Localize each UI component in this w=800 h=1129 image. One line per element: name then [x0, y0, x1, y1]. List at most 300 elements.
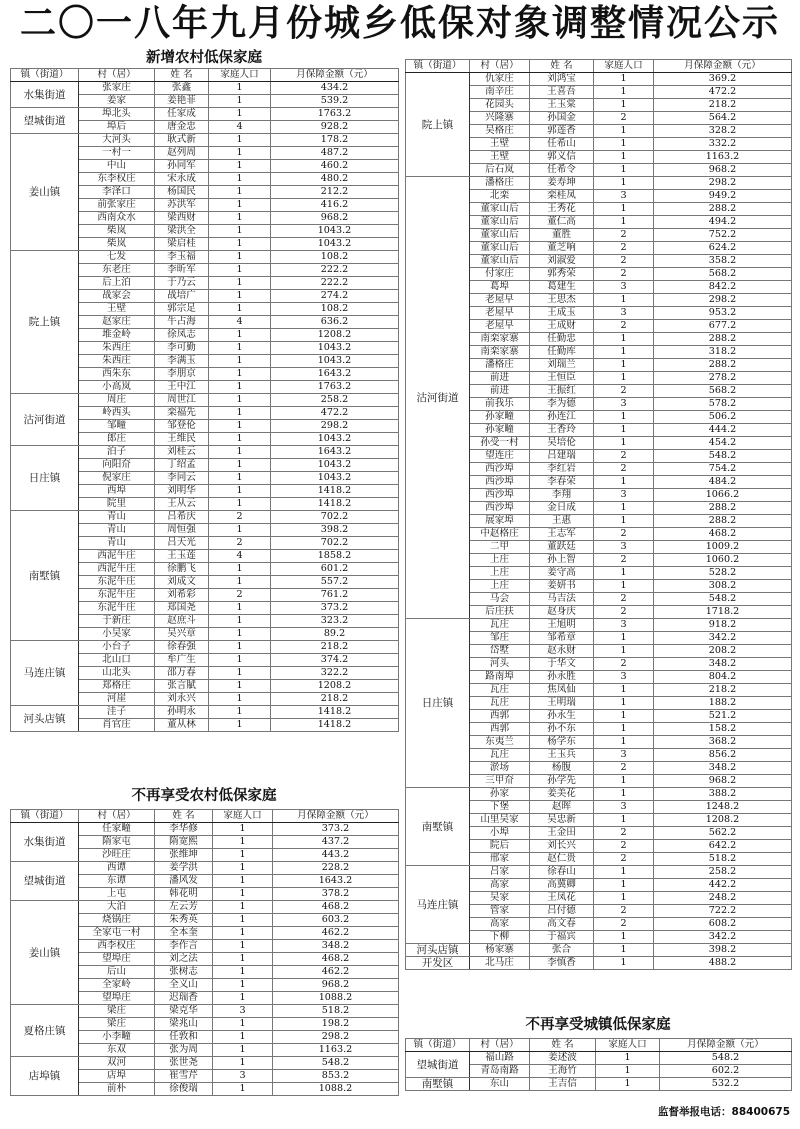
village-cell: 高家	[470, 918, 530, 931]
monthly-amount-cell: 248.2	[654, 892, 792, 905]
monthly-amount-cell: 298.2	[654, 294, 792, 307]
monthly-amount-cell: 1088.2	[273, 1083, 399, 1096]
name-cell: 邹希章	[530, 632, 594, 645]
name-cell: 赵仁贵	[530, 853, 594, 866]
name-cell: 苏洪军	[155, 199, 209, 212]
name-cell: 葛建生	[530, 281, 594, 294]
town-cell: 店埠镇	[11, 1057, 79, 1096]
household-size-cell: 1	[594, 723, 654, 736]
household-size-cell: 1	[596, 1065, 660, 1078]
monthly-amount-cell: 480.2	[271, 173, 399, 186]
household-size-cell: 1	[209, 199, 271, 212]
village-cell: 下柳	[470, 931, 530, 944]
household-size-cell: 1	[594, 333, 654, 346]
household-size-cell: 1	[594, 775, 654, 788]
household-size-cell: 1	[209, 719, 271, 732]
monthly-amount-cell: 506.2	[654, 411, 792, 424]
household-size-cell: 1	[594, 372, 654, 385]
village-cell: 埠后	[79, 121, 155, 134]
monthly-amount-cell: 298.2	[654, 177, 792, 190]
household-size-cell: 1	[209, 108, 271, 121]
household-size-cell: 1	[209, 602, 271, 615]
village-cell: 邢家	[470, 853, 530, 866]
monthly-amount-cell: 562.2	[654, 827, 792, 840]
table-row	[11, 511, 399, 524]
household-size-cell: 2	[594, 385, 654, 398]
village-cell: 埠北头	[79, 108, 155, 121]
household-size-cell: 2	[594, 593, 654, 606]
household-size-cell: 1	[594, 879, 654, 892]
household-size-cell: 1	[209, 459, 271, 472]
name-cell: 高文春	[530, 918, 594, 931]
town-cell: 水集街道	[11, 82, 79, 108]
village-cell: 一村一	[79, 147, 155, 160]
household-size-cell: 1	[209, 212, 271, 225]
table-row	[406, 866, 792, 879]
monthly-amount-cell: 1643.2	[271, 446, 399, 459]
village-cell: 王壁	[470, 138, 530, 151]
monthly-amount-cell: 532.2	[660, 1078, 792, 1091]
header-household-size: 家庭人口	[594, 60, 654, 73]
village-cell: 大河头	[79, 134, 155, 147]
village-cell: 河头	[470, 658, 530, 671]
village-cell: 望连庄	[470, 450, 530, 463]
monthly-amount-cell: 443.2	[273, 849, 399, 862]
monthly-amount-cell: 602.2	[660, 1065, 792, 1078]
village-cell: 东山	[470, 1078, 530, 1091]
monthly-amount-cell: 468.2	[273, 901, 399, 914]
town-cell: 望城街道	[406, 1052, 470, 1078]
village-cell: 三甲夼	[470, 775, 530, 788]
household-size-cell: 3	[594, 619, 654, 632]
name-cell: 吕希庆	[155, 511, 209, 524]
village-cell: 店埠	[79, 1070, 155, 1083]
monthly-amount-cell: 188.2	[654, 697, 792, 710]
household-size-cell: 1	[594, 866, 654, 879]
household-size-cell: 1	[209, 667, 271, 680]
name-cell: 赵身庆	[530, 606, 594, 619]
monthly-amount-cell: 358.2	[654, 255, 792, 268]
monthly-amount-cell: 608.2	[654, 918, 792, 931]
household-size-cell: 1	[213, 875, 273, 888]
table-row	[406, 788, 792, 801]
name-cell: 姜美花	[530, 788, 594, 801]
name-cell: 王中江	[155, 381, 209, 394]
header-village: 村（居）	[79, 810, 155, 823]
household-size-cell: 1	[209, 342, 271, 355]
monthly-amount-cell: 258.2	[654, 866, 792, 879]
monthly-amount-cell: 1043.2	[271, 459, 399, 472]
village-cell: 小埠	[470, 827, 530, 840]
name-cell: 焦凤仙	[530, 684, 594, 697]
header-town: 镇（街道）	[11, 69, 79, 82]
header-name: 姓 名	[155, 69, 209, 82]
header-town: 镇（街道）	[406, 60, 470, 73]
household-size-cell: 1	[213, 914, 273, 927]
name-cell: 李作言	[155, 940, 213, 953]
monthly-amount-cell: 373.2	[271, 602, 399, 615]
name-cell: 高冀卿	[530, 879, 594, 892]
monthly-amount-cell: 487.2	[271, 147, 399, 160]
household-size-cell: 2	[594, 242, 654, 255]
household-size-cell: 1	[209, 472, 271, 485]
monthly-amount-cell: 308.2	[654, 580, 792, 593]
village-cell: 西沙埠	[470, 476, 530, 489]
village-cell: 前张家庄	[79, 199, 155, 212]
monthly-amount-cell: 218.2	[654, 684, 792, 697]
monthly-amount-cell: 1043.2	[271, 342, 399, 355]
name-cell: 唐金忠	[155, 121, 209, 134]
monthly-amount-cell: 178.2	[271, 134, 399, 147]
village-cell: 北山口	[79, 654, 155, 667]
name-cell: 王旭明	[530, 619, 594, 632]
name-cell: 孙永胜	[530, 671, 594, 684]
name-cell: 王玉兵	[530, 749, 594, 762]
village-cell: 王壁	[79, 303, 155, 316]
monthly-amount-cell: 702.2	[271, 537, 399, 550]
header-monthly-amount: 月保障金额（元）	[654, 60, 792, 73]
household-size-cell: 1	[213, 849, 273, 862]
village-cell: 杨家寨	[470, 944, 530, 957]
header-row	[406, 1039, 792, 1052]
monthly-amount-cell: 328.2	[654, 125, 792, 138]
village-cell: 上庄	[470, 567, 530, 580]
monthly-amount-cell: 369.2	[654, 73, 792, 86]
name-cell: 郭宗足	[155, 303, 209, 316]
household-size-cell: 1	[594, 931, 654, 944]
monthly-amount-cell: 322.2	[271, 667, 399, 680]
monthly-amount-cell: 218.2	[271, 641, 399, 654]
village-cell: 青山	[79, 511, 155, 524]
village-cell: 隋家屯	[79, 836, 155, 849]
name-cell: 姜学洪	[155, 862, 213, 875]
household-size-cell: 1	[209, 433, 271, 446]
household-size-cell: 1	[213, 823, 273, 836]
monthly-amount-cell: 518.2	[654, 853, 792, 866]
village-cell: 小李疃	[79, 1031, 155, 1044]
monthly-amount-cell: 208.2	[654, 645, 792, 658]
village-cell: 岱墅	[470, 645, 530, 658]
new-rural-title: 新增农村低保家庭	[146, 50, 262, 66]
village-cell: 西李权庄	[79, 940, 155, 953]
name-cell: 郭秀荣	[530, 268, 594, 281]
name-cell: 于华文	[530, 658, 594, 671]
monthly-amount-cell: 158.2	[654, 723, 792, 736]
household-size-cell: 2	[594, 320, 654, 333]
household-size-cell: 3	[594, 281, 654, 294]
household-size-cell: 1	[594, 203, 654, 216]
household-size-cell: 2	[594, 554, 654, 567]
household-size-cell: 1	[594, 294, 654, 307]
village-cell: 赵家庄	[79, 316, 155, 329]
name-cell: 吴兴章	[155, 628, 209, 641]
name-cell: 杨国民	[155, 186, 209, 199]
village-cell: 葛埠	[470, 281, 530, 294]
name-cell: 李昕军	[155, 264, 209, 277]
household-size-cell: 1	[213, 1044, 273, 1057]
monthly-amount-cell: 624.2	[654, 242, 792, 255]
monthly-amount-cell: 1088.2	[273, 992, 399, 1005]
name-cell: 朱秀英	[155, 914, 213, 927]
household-size-cell: 1	[209, 407, 271, 420]
household-size-cell: 3	[594, 398, 654, 411]
village-cell: 西郭	[470, 723, 530, 736]
monthly-amount-cell: 228.2	[273, 862, 399, 875]
name-cell: 徐俊瑞	[155, 1083, 213, 1096]
village-cell: 北栾	[470, 190, 530, 203]
household-size-cell: 3	[594, 489, 654, 502]
household-size-cell: 1	[209, 82, 271, 95]
village-cell: 老屋早	[470, 307, 530, 320]
village-cell: 全家屯一村	[79, 927, 155, 940]
household-size-cell: 2	[594, 918, 654, 931]
monthly-amount-cell: 288.2	[654, 515, 792, 528]
household-size-cell: 1	[209, 277, 271, 290]
name-cell: 刘明华	[155, 485, 209, 498]
monthly-amount-cell: 444.2	[654, 424, 792, 437]
monthly-amount-cell: 323.2	[271, 615, 399, 628]
name-cell: 李玉福	[155, 251, 209, 264]
village-cell: 董家山后	[470, 255, 530, 268]
name-cell: 王海竹	[530, 1065, 596, 1078]
village-cell: 小高岚	[79, 381, 155, 394]
continued-rural-table	[405, 59, 792, 970]
monthly-amount-cell: 462.2	[273, 927, 399, 940]
town-cell: 望城街道	[11, 862, 79, 901]
name-cell: 隋宽熙	[155, 836, 213, 849]
name-cell: 李红岩	[530, 463, 594, 476]
monthly-amount-cell: 218.2	[271, 693, 399, 706]
household-size-cell: 1	[209, 641, 271, 654]
village-cell: 吕家	[470, 866, 530, 879]
header-household-size: 家庭人口	[209, 69, 271, 82]
monthly-amount-cell: 603.2	[273, 914, 399, 927]
monthly-amount-cell: 368.2	[654, 736, 792, 749]
household-size-cell: 1	[213, 836, 273, 849]
monthly-amount-cell: 1248.2	[654, 801, 792, 814]
household-size-cell: 1	[594, 632, 654, 645]
village-cell: 南辛庄	[470, 86, 530, 99]
monthly-amount-cell: 1163.2	[273, 1044, 399, 1057]
household-size-cell: 1	[209, 498, 271, 511]
household-size-cell: 1	[209, 147, 271, 160]
village-cell: 后石岚	[470, 164, 530, 177]
monthly-amount-cell: 398.2	[654, 944, 792, 957]
village-cell: 中赵格庄	[470, 528, 530, 541]
village-cell: 孙家疃	[470, 424, 530, 437]
household-size-cell: 1	[594, 697, 654, 710]
monthly-amount-cell: 1643.2	[271, 368, 399, 381]
monthly-amount-cell: 1418.2	[271, 719, 399, 732]
name-cell: 杨腹	[530, 762, 594, 775]
name-cell: 马吉法	[530, 593, 594, 606]
village-cell: 前进	[470, 385, 530, 398]
household-size-cell: 1	[596, 1052, 660, 1065]
header-name: 姓 名	[155, 810, 213, 823]
household-size-cell: 1	[594, 177, 654, 190]
name-cell: 徐春山	[530, 866, 594, 879]
household-size-cell: 1	[594, 814, 654, 827]
name-cell: 李翔	[530, 489, 594, 502]
household-size-cell: 2	[594, 840, 654, 853]
header-village: 村（居）	[470, 60, 530, 73]
village-cell: 北马庄	[470, 957, 530, 970]
household-size-cell: 1	[209, 446, 271, 459]
village-cell: 后山	[79, 966, 155, 979]
name-cell: 郑国尧	[155, 602, 209, 615]
household-size-cell: 1	[594, 944, 654, 957]
household-size-cell: 1	[209, 628, 271, 641]
monthly-amount-cell: 968.2	[654, 775, 792, 788]
village-cell: 岭西头	[79, 407, 155, 420]
monthly-amount-cell: 288.2	[654, 203, 792, 216]
removed-rural-table	[10, 809, 399, 1096]
table-row	[11, 706, 399, 719]
monthly-amount-cell: 1043.2	[271, 238, 399, 251]
village-cell: 瓦庄	[470, 619, 530, 632]
village-cell: 淤场	[470, 762, 530, 775]
village-cell: 董家山后	[470, 242, 530, 255]
village-cell: 付家庄	[470, 268, 530, 281]
monthly-amount-cell: 218.2	[654, 99, 792, 112]
name-cell: 董跃廷	[530, 541, 594, 554]
name-cell: 姜述波	[530, 1052, 596, 1065]
name-cell: 韩花明	[155, 888, 213, 901]
village-cell: 姜家	[79, 95, 155, 108]
household-size-cell: 1	[209, 524, 271, 537]
village-cell: 董家山后	[470, 203, 530, 216]
village-cell: 河崖	[79, 693, 155, 706]
village-cell: 青山	[79, 524, 155, 537]
household-size-cell: 2	[209, 589, 271, 602]
village-cell: 洼子	[79, 706, 155, 719]
household-size-cell: 2	[209, 511, 271, 524]
household-size-cell: 1	[594, 424, 654, 437]
name-cell: 姜妍书	[530, 580, 594, 593]
village-cell: 郎庄	[79, 433, 155, 446]
town-cell: 院上镇	[11, 251, 79, 394]
village-cell: 东双	[79, 1044, 155, 1057]
village-cell: 西南众水	[79, 212, 155, 225]
table-row	[11, 251, 399, 264]
name-cell: 赵晖	[530, 801, 594, 814]
name-cell: 王吉信	[530, 1078, 596, 1091]
village-cell: 西谭	[79, 862, 155, 875]
monthly-amount-cell: 388.2	[654, 788, 792, 801]
monthly-amount-cell: 378.2	[273, 888, 399, 901]
village-cell: 西沙埠	[470, 502, 530, 515]
monthly-amount-cell: 288.2	[654, 359, 792, 372]
name-cell: 王凤花	[530, 892, 594, 905]
village-cell: 望埠庄	[79, 992, 155, 1005]
monthly-amount-cell: 468.2	[654, 528, 792, 541]
village-cell: 梁庄	[79, 1018, 155, 1031]
village-cell: 西埠	[79, 485, 155, 498]
table-row	[11, 862, 399, 875]
village-cell: 孙受一村	[470, 437, 530, 450]
village-cell: 全家岭	[79, 979, 155, 992]
household-size-cell: 3	[594, 190, 654, 203]
monthly-amount-cell: 557.2	[271, 576, 399, 589]
village-cell: 战家会	[79, 290, 155, 303]
monthly-amount-cell: 601.2	[271, 563, 399, 576]
household-size-cell: 2	[209, 537, 271, 550]
town-cell: 南墅镇	[11, 511, 79, 641]
household-size-cell: 2	[594, 463, 654, 476]
village-cell: 南栾家寨	[470, 346, 530, 359]
monthly-amount-cell: 702.2	[271, 511, 399, 524]
monthly-amount-cell: 222.2	[271, 277, 399, 290]
name-cell: 吴忠新	[530, 814, 594, 827]
monthly-amount-cell: 454.2	[654, 437, 792, 450]
village-cell: 西沙埠	[470, 463, 530, 476]
name-cell: 梁洪全	[155, 225, 209, 238]
household-size-cell: 1	[209, 680, 271, 693]
header-monthly-amount: 月保障金额（元）	[273, 810, 399, 823]
monthly-amount-cell: 928.2	[271, 121, 399, 134]
household-size-cell: 1	[209, 264, 271, 277]
name-cell: 王成玉	[530, 307, 594, 320]
household-size-cell: 1	[594, 580, 654, 593]
monthly-amount-cell: 198.2	[273, 1018, 399, 1031]
village-cell: 南栾家寨	[470, 333, 530, 346]
village-cell: 山里吴家	[470, 814, 530, 827]
monthly-amount-cell: 348.2	[273, 940, 399, 953]
name-cell: 王明瑞	[530, 697, 594, 710]
household-size-cell: 2	[594, 112, 654, 125]
name-cell: 孙上智	[530, 554, 594, 567]
monthly-amount-cell: 1043.2	[271, 472, 399, 485]
household-size-cell: 1	[213, 1083, 273, 1096]
name-cell: 孙永生	[530, 710, 594, 723]
village-cell: 后庄扶	[470, 606, 530, 619]
household-size-cell: 1	[594, 359, 654, 372]
monthly-amount-cell: 1763.2	[271, 381, 399, 394]
monthly-amount-cell: 1208.2	[271, 680, 399, 693]
monthly-amount-cell: 564.2	[654, 112, 792, 125]
village-cell: 梁庄	[79, 1005, 155, 1018]
town-cell: 河头店镇	[406, 944, 470, 957]
village-cell: 王壁	[470, 151, 530, 164]
name-cell: 王志军	[530, 528, 594, 541]
name-cell: 任勤库	[530, 346, 594, 359]
table-row	[11, 82, 399, 95]
village-cell: 高家	[470, 879, 530, 892]
name-cell: 牟广生	[155, 654, 209, 667]
name-cell: 孙连江	[530, 411, 594, 424]
town-cell: 夏格庄镇	[11, 1005, 79, 1057]
table-row	[406, 1052, 792, 1065]
name-cell: 牛占海	[155, 316, 209, 329]
monthly-amount-cell: 968.2	[273, 979, 399, 992]
name-cell: 任希山	[530, 138, 594, 151]
village-cell: 吴格庄	[470, 125, 530, 138]
name-cell: 刘之法	[155, 953, 213, 966]
village-cell: 路南埠	[470, 671, 530, 684]
monthly-amount-cell: 1009.2	[654, 541, 792, 554]
removed-rural-title: 不再享受农村低保家庭	[131, 788, 277, 804]
household-size-cell: 1	[209, 420, 271, 433]
village-cell: 张家庄	[79, 82, 155, 95]
name-cell: 王成财	[530, 320, 594, 333]
town-cell: 姜山镇	[11, 134, 79, 251]
village-cell: 东老庄	[79, 264, 155, 277]
village-cell: 前进	[470, 372, 530, 385]
monthly-amount-cell: 298.2	[273, 1031, 399, 1044]
monthly-amount-cell: 484.2	[654, 476, 792, 489]
monthly-amount-cell: 521.2	[654, 710, 792, 723]
household-size-cell: 1	[594, 86, 654, 99]
